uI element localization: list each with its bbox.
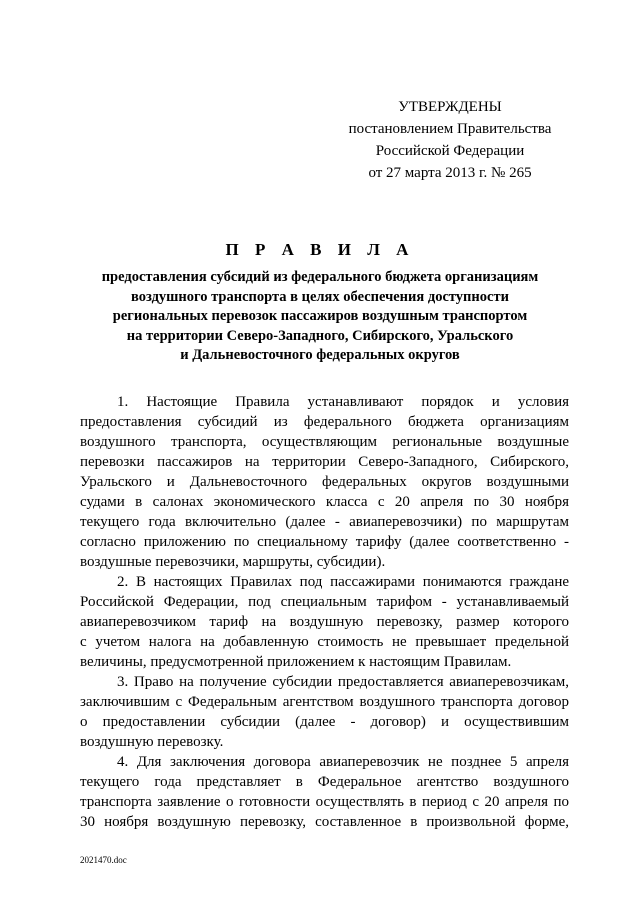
text-line: заключившим с Федеральным агентством воздушного транспорта договор	[80, 694, 569, 710]
text-line: Российской Федерации, под специальным тарифом - устанавливаемый	[80, 594, 569, 610]
text-line: 3. Право на получение субсидии предоставляется авиаперевозчикам,	[117, 674, 569, 690]
paragraph-1	[80, 392, 569, 572]
document-title: П Р А В И Л А	[225, 240, 415, 259]
paragraph-4	[80, 752, 569, 832]
text-line: воздушную перевозку.	[80, 734, 224, 750]
subtitle-line: предоставления субсидий из федерального бюджета организациям	[101, 269, 539, 285]
text-line: согласно приложению по специальному тарифу (далее соответственно -	[80, 534, 569, 550]
approval-line-government: Российской Федерации	[375, 143, 525, 159]
approval-line-decree: постановлением Правительства	[348, 121, 552, 137]
text-line: перевозки пассажиров на территории Северо-Западного, Сибирского,	[80, 454, 569, 470]
text-line: судами в салонах экономического класса с 20 апреля по 30 ноября	[80, 494, 569, 510]
approval-block	[340, 96, 560, 184]
text-line: 4. Для заключения договора авиаперевозчик не позднее 5 апреля	[117, 754, 569, 770]
subtitle-line: региональных перевозок пассажиров воздушным транспортом	[112, 308, 528, 324]
paragraph-2	[80, 572, 569, 672]
text-line: о предоставлении субсидии (далее - договор) и осуществившим	[80, 714, 569, 730]
subtitle-line: воздушного транспорта в целях обеспечения доступности	[131, 288, 509, 305]
text-line: 1. Настоящие Правила устанавливают порядок и условия	[117, 394, 569, 410]
text-line: 2. В настоящих Правилах под пассажирами понимаются граждане	[117, 574, 569, 590]
document-file-code: 2021470.doc	[80, 855, 127, 865]
text-line: воздушные перевозчики, маршруты, субсидии).	[80, 554, 386, 570]
paragraph-3	[80, 672, 569, 752]
approval-heading: УТВЕРЖДЕНЫ	[398, 99, 502, 115]
text-line: 30 ноября воздушную перевозку, составленное в произвольной форме,	[80, 814, 569, 830]
subtitle-line: на территории Северо-Западного, Сибирского, Уральского	[126, 327, 514, 344]
text-line: Уральского и Дальневосточного федеральных округов воздушными	[80, 474, 569, 490]
approval-line-date: от 27 марта 2013 г. № 265	[368, 165, 532, 181]
text-line: текущего года включительно (далее - авиаперевозчики) по маршрутам	[80, 514, 569, 530]
document-body	[80, 392, 569, 832]
text-line: воздушного транспорта, осуществляющим региональные воздушные	[80, 434, 569, 450]
text-line: предоставления субсидий из федерального бюджета организациям	[80, 414, 569, 430]
text-line: транспорта заявление о готовности осуществлять в период с 20 апреля по	[80, 794, 569, 810]
text-line: с учетом налога на добавленную стоимость не превышает предельной	[80, 634, 569, 650]
text-line: величины, предусмотренной приложением к настоящим Правилам.	[80, 654, 512, 670]
text-line: текущего года представляет в Федеральное агентство воздушного	[80, 774, 569, 790]
document-subtitle	[80, 268, 560, 366]
text-line: авиаперевозчиком тариф на воздушную перевозку, размер которого	[80, 614, 569, 630]
subtitle-line: и Дальневосточного федеральных округов	[180, 347, 460, 363]
